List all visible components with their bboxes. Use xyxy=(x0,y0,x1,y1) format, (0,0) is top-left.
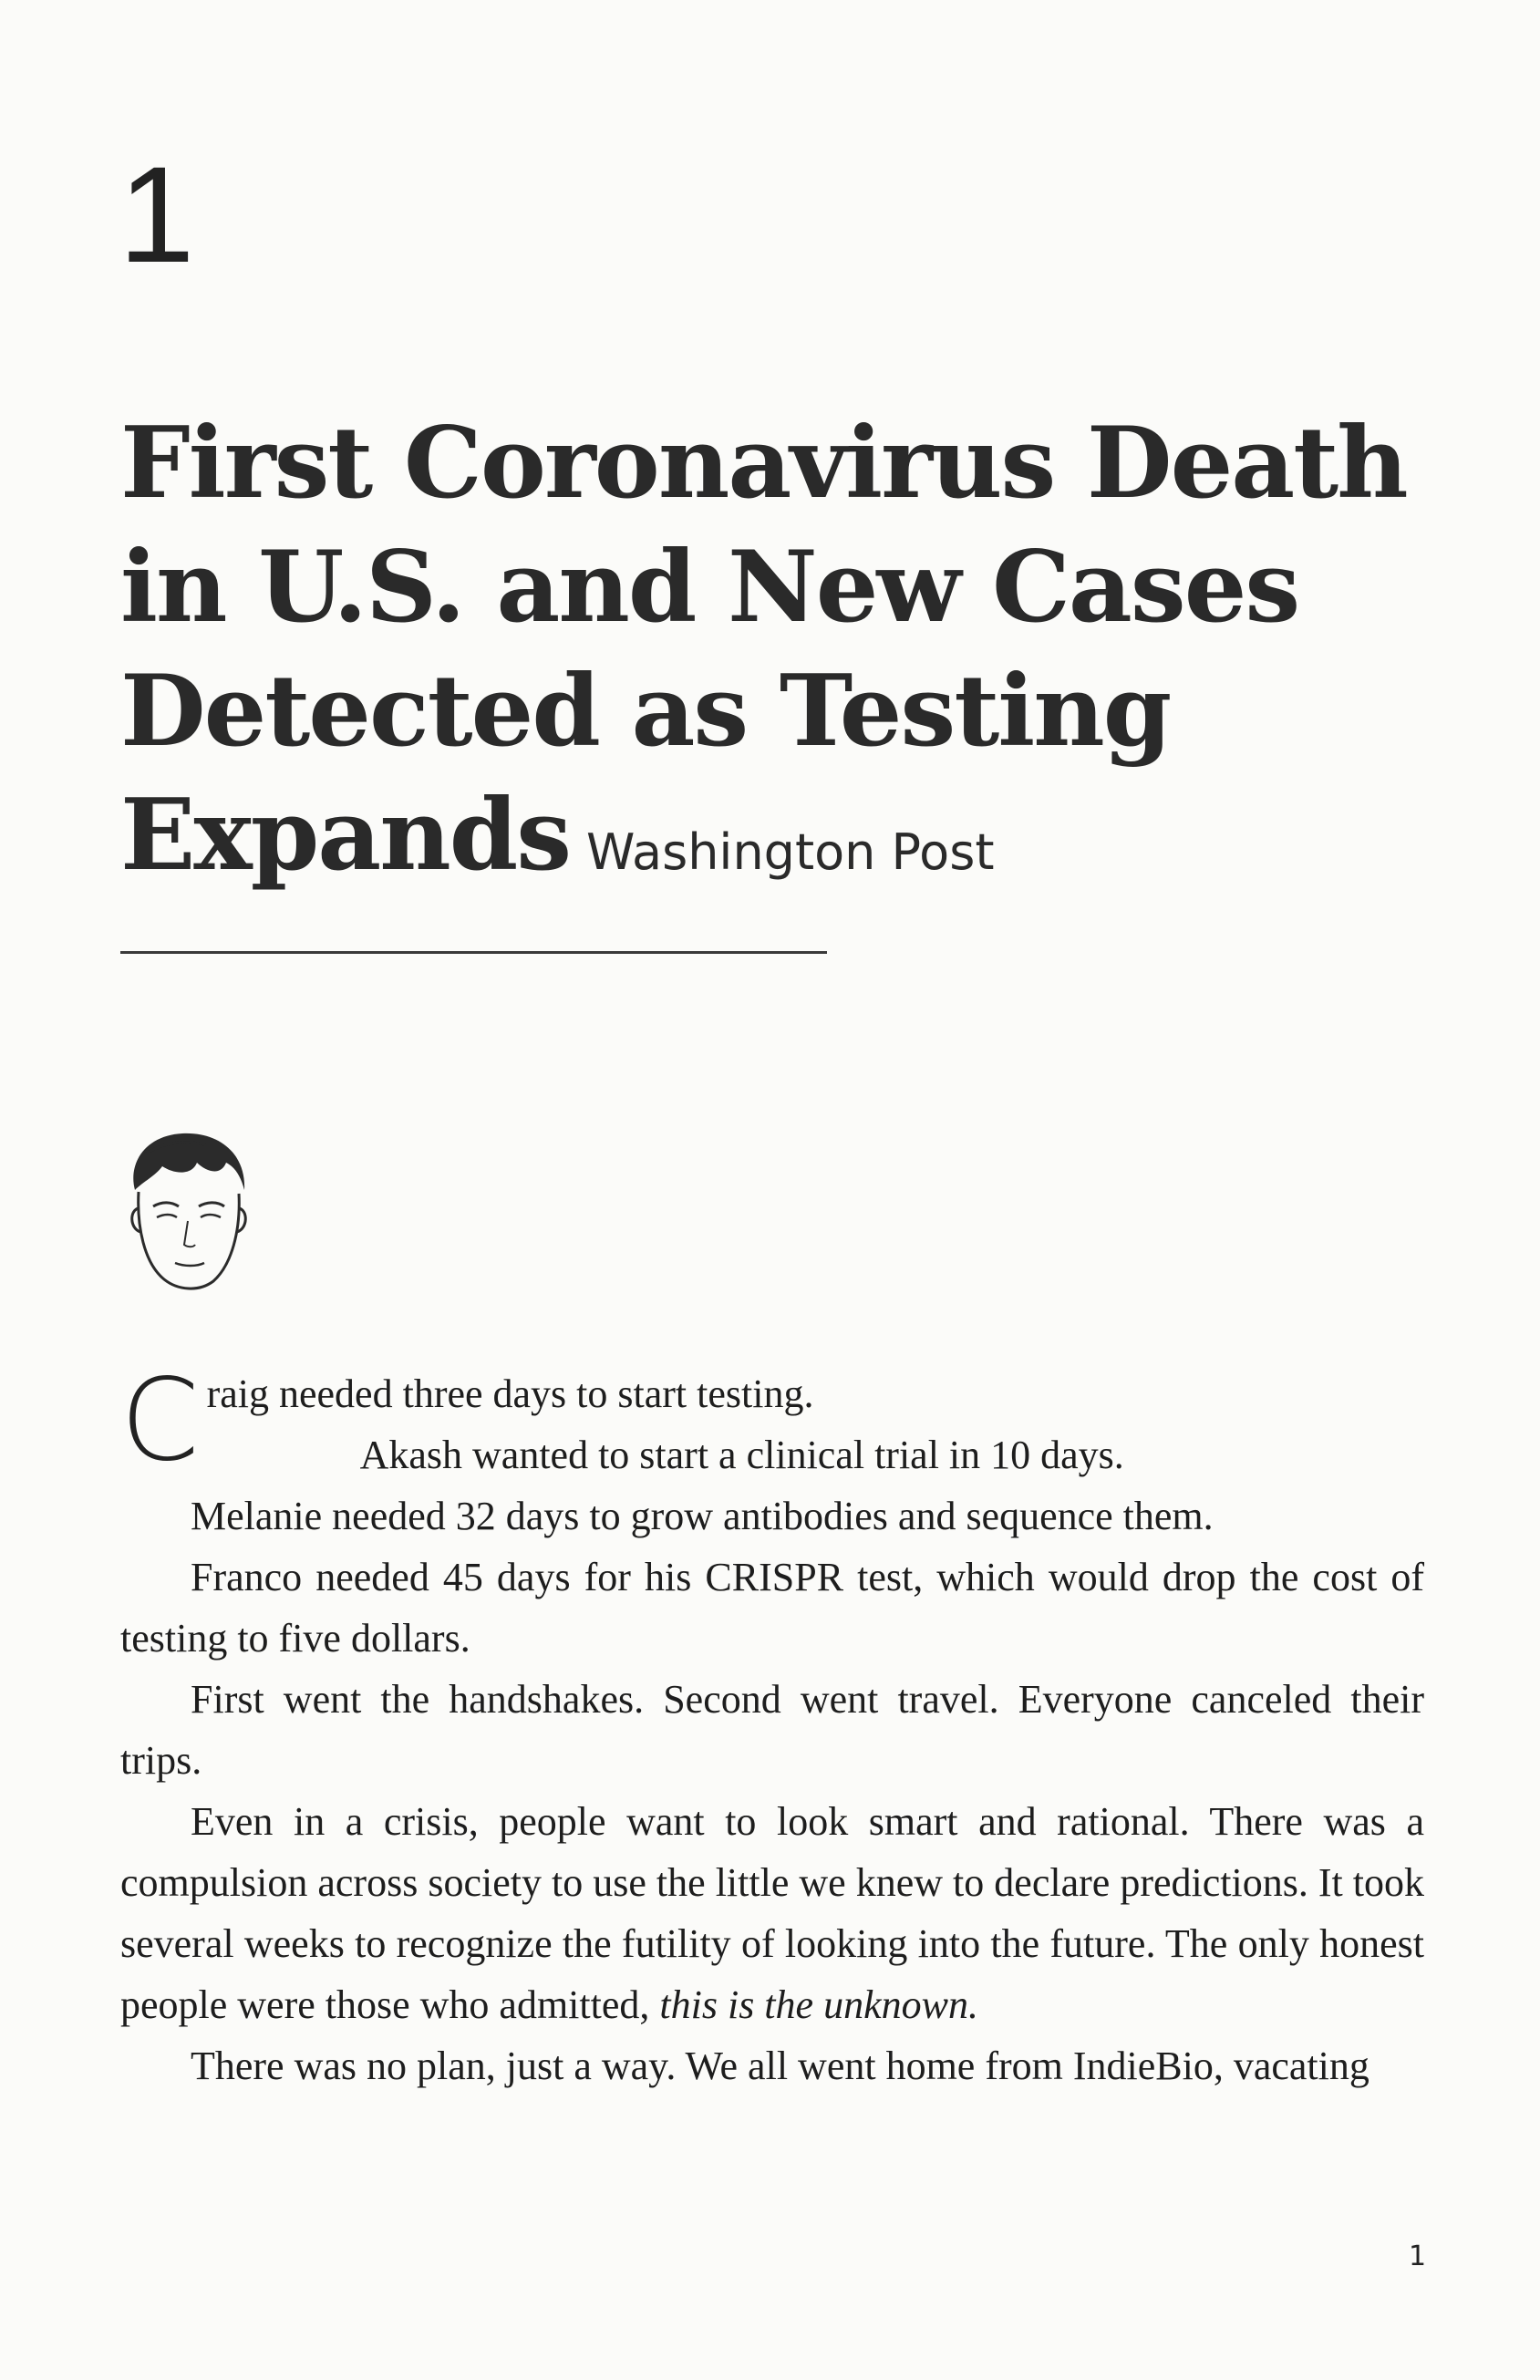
chapter-title-line: in U.S. and New Cases xyxy=(120,530,1299,645)
chapter-number: 1 xyxy=(119,138,195,291)
chapter-title-line xyxy=(120,773,1397,915)
chapter-title-line: First Coronavirus Death xyxy=(120,406,1407,521)
page-number: 1 xyxy=(1409,2240,1427,2272)
italic-phrase: this is the unknown. xyxy=(659,1982,978,2027)
paragraph: Franco needed 45 days for his CRISPR test, which would drop the cost of testing to five dollars. xyxy=(120,1555,1424,1661)
paragraph: There was no plan, just a way. We all went home from IndieBio, vacating xyxy=(191,2044,1369,2088)
portrait-sketch-icon xyxy=(119,1126,255,1309)
title-divider xyxy=(120,951,827,954)
body-text xyxy=(120,1355,1424,2096)
drop-cap: C xyxy=(120,1355,200,1486)
chapter-title-line: Detected as Testing xyxy=(120,654,1171,769)
paragraph xyxy=(120,1791,1424,2035)
chapter-title-last-word: Expands xyxy=(120,778,571,893)
paragraph: First went the handshakes. Second went travel. Everyone canceled their trips. xyxy=(120,1677,1424,1783)
paragraph: Akash wanted to start a clinical trial in 10 days. xyxy=(359,1433,1124,1477)
chapter-source: Washington Post xyxy=(586,823,995,881)
paragraph-text: raig needed three days to start testing. xyxy=(206,1371,814,1416)
paragraph: Melanie needed 32 days to grow antibodies and sequence them. xyxy=(191,1494,1214,1538)
paragraph-text: Even in a crisis, people want to look smart and rational. There was a compulsion across society to use the little we knew to declare predictions. It took several weeks to recognize the futility of looking into the future. The only honest people were those who admitted, xyxy=(120,1799,1424,2027)
chapter-title xyxy=(120,401,1407,915)
